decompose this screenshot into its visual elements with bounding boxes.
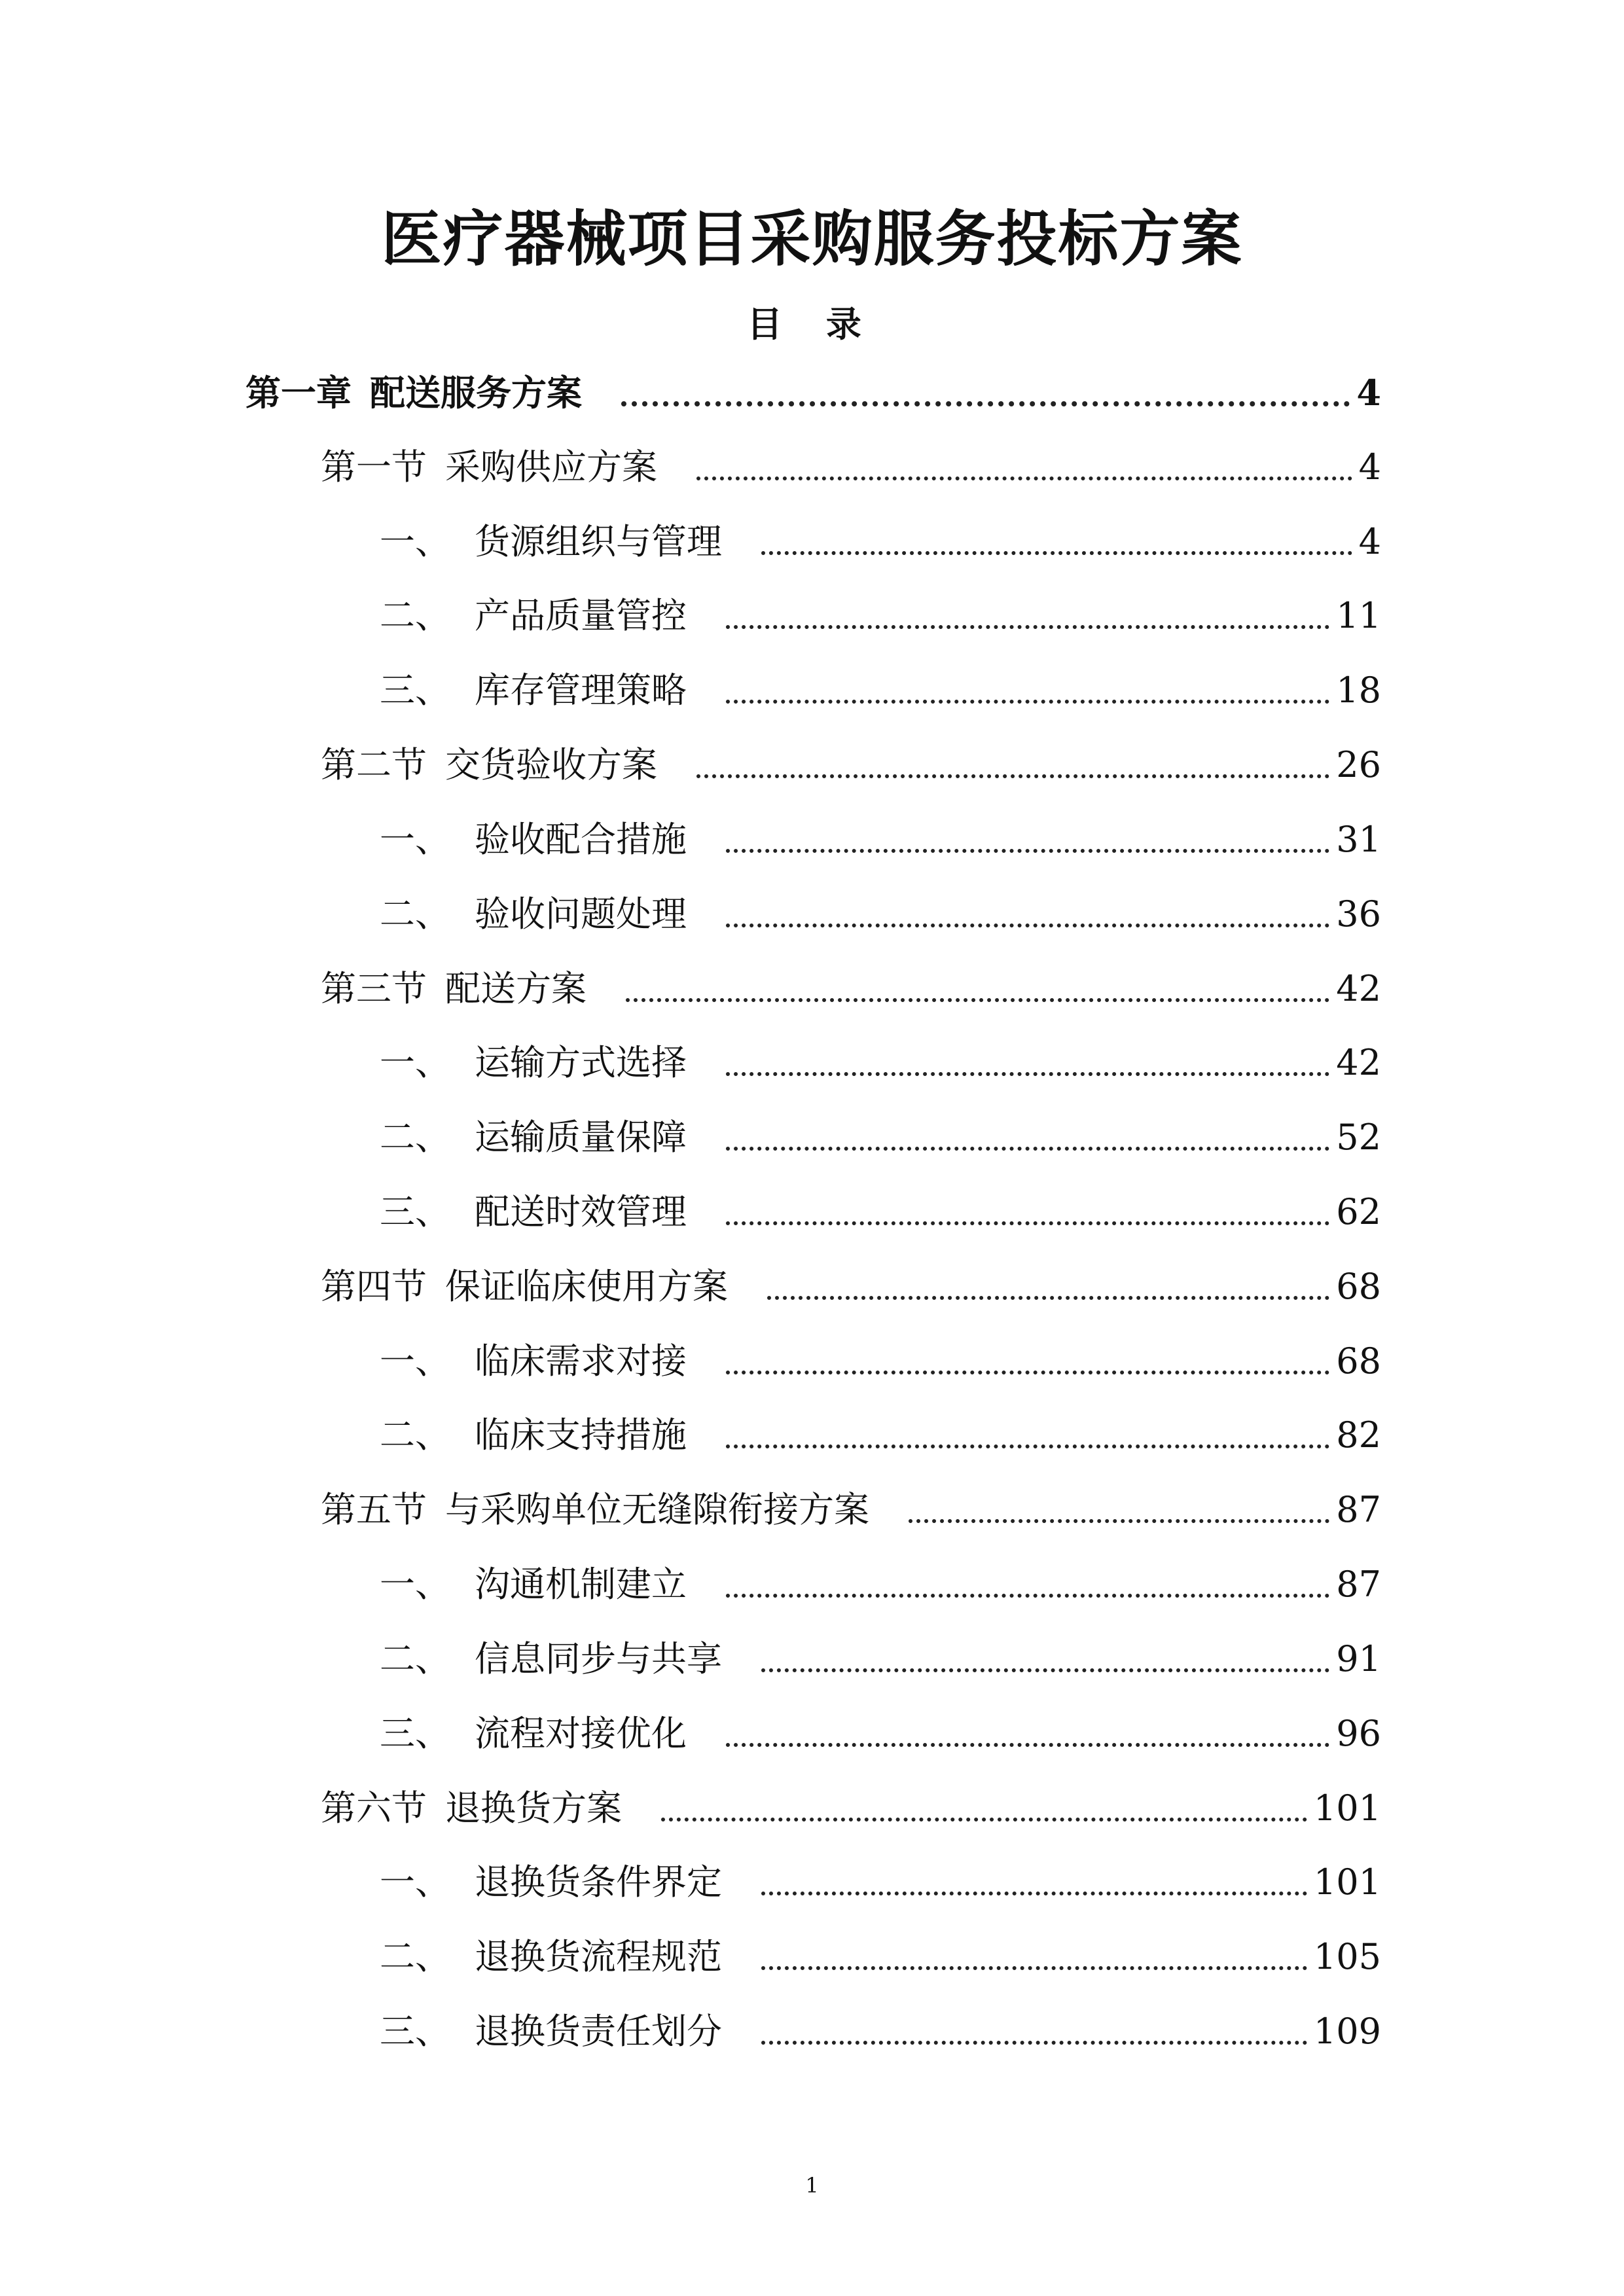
toc-entry-page: 68 (1336, 1266, 1381, 1307)
toc-entry-page: 4 (1356, 372, 1381, 414)
toc-entry-label: 沟通机制建立 (475, 1564, 687, 1605)
dot-leader (767, 1287, 1329, 1300)
toc-entry-number: 一、 (380, 1564, 450, 1605)
toc-entry-number: 三、 (380, 670, 450, 711)
toc-entry-number: 三、 (380, 1191, 450, 1232)
toc-entry-label: 退换货方案 (445, 1787, 622, 1829)
toc-entry-number: 一、 (380, 521, 450, 562)
toc-entry-subsection[interactable] (380, 1850, 1381, 1915)
dot-leader (621, 392, 1350, 406)
dot-leader (726, 1361, 1329, 1374)
toc-entry-number: 二、 (380, 1638, 450, 1679)
dot-leader (726, 1212, 1329, 1225)
toc-entry-page: 42 (1336, 968, 1381, 1009)
toc-entry-label: 与采购单位无缝隙衔接方案 (445, 1489, 869, 1530)
toc-entry-label: 临床支持措施 (475, 1414, 687, 1456)
toc-entry-number: 一、 (380, 1861, 450, 1903)
toc-entry-page: 96 (1336, 1713, 1381, 1754)
toc-entry-label: 保证临床使用方案 (445, 1266, 728, 1307)
toc-entry-number: 二、 (380, 893, 450, 935)
toc-entry-section[interactable] (321, 435, 1381, 500)
toc-entry-page: 105 (1313, 1936, 1381, 1977)
toc-entry-number: 二、 (380, 1117, 450, 1158)
toc-entry-section[interactable] (321, 956, 1381, 1022)
toc-entry-section[interactable] (321, 732, 1381, 798)
toc-entry-subsection[interactable] (380, 1403, 1381, 1468)
toc-entry-number: 二、 (380, 1936, 450, 1977)
toc-entry-label: 临床需求对接 (475, 1340, 687, 1382)
dot-leader (696, 765, 1329, 778)
toc-entry-number: 一、 (380, 819, 450, 860)
toc-entry-label: 信息同步与共享 (475, 1638, 722, 1679)
dot-leader (761, 1882, 1307, 1895)
toc-entry-subsection[interactable] (380, 1105, 1381, 1170)
toc-entry-label: 产品质量管控 (475, 595, 687, 636)
toc-entry-number: 第一节 (321, 446, 427, 488)
toc-entry-number: 第六节 (321, 1787, 427, 1829)
toc-entry-page: 101 (1313, 1861, 1381, 1903)
toc-entry-page: 18 (1336, 670, 1381, 711)
toc-entry-subsection[interactable] (380, 1179, 1381, 1245)
dot-leader (726, 840, 1329, 853)
toc-entry-label: 交货验收方案 (445, 744, 657, 785)
toc-entry-subsection[interactable] (380, 1626, 1381, 1692)
toc-entry-page: 68 (1336, 1340, 1381, 1382)
toc-entry-page: 4 (1358, 521, 1381, 562)
dot-leader (761, 542, 1352, 555)
dot-leader (626, 989, 1329, 1002)
toc-entry-subsection[interactable] (380, 1329, 1381, 1394)
toc-entry-label: 货源组织与管理 (475, 521, 722, 562)
toc-entry-number: 第一章 (245, 372, 352, 414)
dot-leader (726, 914, 1329, 927)
toc-entry-label: 配送时效管理 (475, 1191, 687, 1232)
toc-entry-subsection[interactable] (380, 1030, 1381, 1096)
toc-entry-page: 52 (1336, 1117, 1381, 1158)
dot-leader (726, 1138, 1329, 1151)
toc-entry-label: 退换货流程规范 (475, 1936, 722, 1977)
toc-entry-label: 库存管理策略 (475, 670, 687, 711)
toc-entry-section[interactable] (321, 1776, 1381, 1841)
toc-entry-label: 运输质量保障 (475, 1117, 687, 1158)
toc-entry-number: 一、 (380, 1340, 450, 1382)
toc-entry-page: 11 (1336, 595, 1381, 636)
dot-leader (761, 1659, 1329, 1672)
toc-entry-page: 82 (1336, 1414, 1381, 1456)
document-title: 医疗器械项目采购服务投标方案 (381, 204, 1243, 274)
toc-entry-number: 第三节 (321, 968, 427, 1009)
toc-entry-label: 流程对接优化 (475, 1713, 687, 1754)
toc-entry-chapter[interactable] (245, 360, 1381, 425)
dot-leader (661, 1808, 1307, 1821)
dot-leader (696, 467, 1352, 480)
toc-entry-page: 31 (1336, 819, 1381, 860)
toc-entry-section[interactable] (321, 1254, 1381, 1319)
toc-entry-number: 一、 (380, 1042, 450, 1083)
toc-entry-number: 二、 (380, 595, 450, 636)
toc-entry-label: 验收配合措施 (475, 819, 687, 860)
toc-entry-page: 26 (1336, 744, 1381, 785)
toc-entry-page: 62 (1336, 1191, 1381, 1232)
toc-entry-number: 第五节 (321, 1489, 427, 1530)
toc-entry-label: 配送服务方案 (370, 372, 582, 414)
toc-entry-page: 36 (1336, 893, 1381, 935)
toc-entry-number: 三、 (380, 2011, 450, 2052)
toc-entry-number: 二、 (380, 1414, 450, 1456)
toc-entry-subsection[interactable] (380, 882, 1381, 947)
dot-leader (726, 1435, 1329, 1448)
toc-entry-page: 101 (1313, 1787, 1381, 1829)
toc-entry-page: 4 (1358, 446, 1381, 488)
toc-entry-number: 第四节 (321, 1266, 427, 1307)
dot-leader (726, 1063, 1329, 1076)
toc-entry-number: 三、 (380, 1713, 450, 1754)
toc-entry-page: 109 (1313, 2011, 1381, 2052)
page-number: 1 (805, 2173, 819, 2198)
toc-entry-subsection[interactable] (380, 583, 1381, 649)
dot-leader (726, 1734, 1329, 1747)
toc-entry-subsection[interactable] (380, 509, 1381, 575)
toc-entry-subsection[interactable] (380, 807, 1381, 872)
toc-entry-label: 退换货责任划分 (475, 2011, 722, 2052)
toc-entry-page: 87 (1336, 1564, 1381, 1605)
toc-heading: 目 录 (747, 303, 877, 345)
toc-entry-subsection[interactable] (380, 1701, 1381, 1767)
dot-leader (726, 691, 1329, 704)
toc-entry-label: 配送方案 (445, 968, 586, 1009)
toc-entry-subsection[interactable] (380, 1999, 1381, 2064)
dot-leader (761, 1957, 1307, 1970)
toc-entry-page: 87 (1336, 1489, 1381, 1530)
toc-entry-subsection[interactable] (380, 1924, 1381, 1990)
toc-entry-subsection[interactable] (380, 658, 1381, 723)
toc-entry-label: 采购供应方案 (445, 446, 657, 488)
dot-leader (726, 1585, 1329, 1598)
toc-entry-page: 91 (1336, 1638, 1381, 1679)
dot-leader (909, 1510, 1329, 1523)
toc-entry-page: 42 (1336, 1042, 1381, 1083)
dot-leader (726, 616, 1329, 629)
toc-entry-section[interactable] (321, 1477, 1381, 1543)
toc-entry-label: 验收问题处理 (475, 893, 687, 935)
toc-entry-subsection[interactable] (380, 1552, 1381, 1617)
toc-entry-number: 第二节 (321, 744, 427, 785)
dot-leader (761, 2032, 1307, 2045)
toc-entry-label: 运输方式选择 (475, 1042, 687, 1083)
toc-entry-label: 退换货条件界定 (475, 1861, 722, 1903)
